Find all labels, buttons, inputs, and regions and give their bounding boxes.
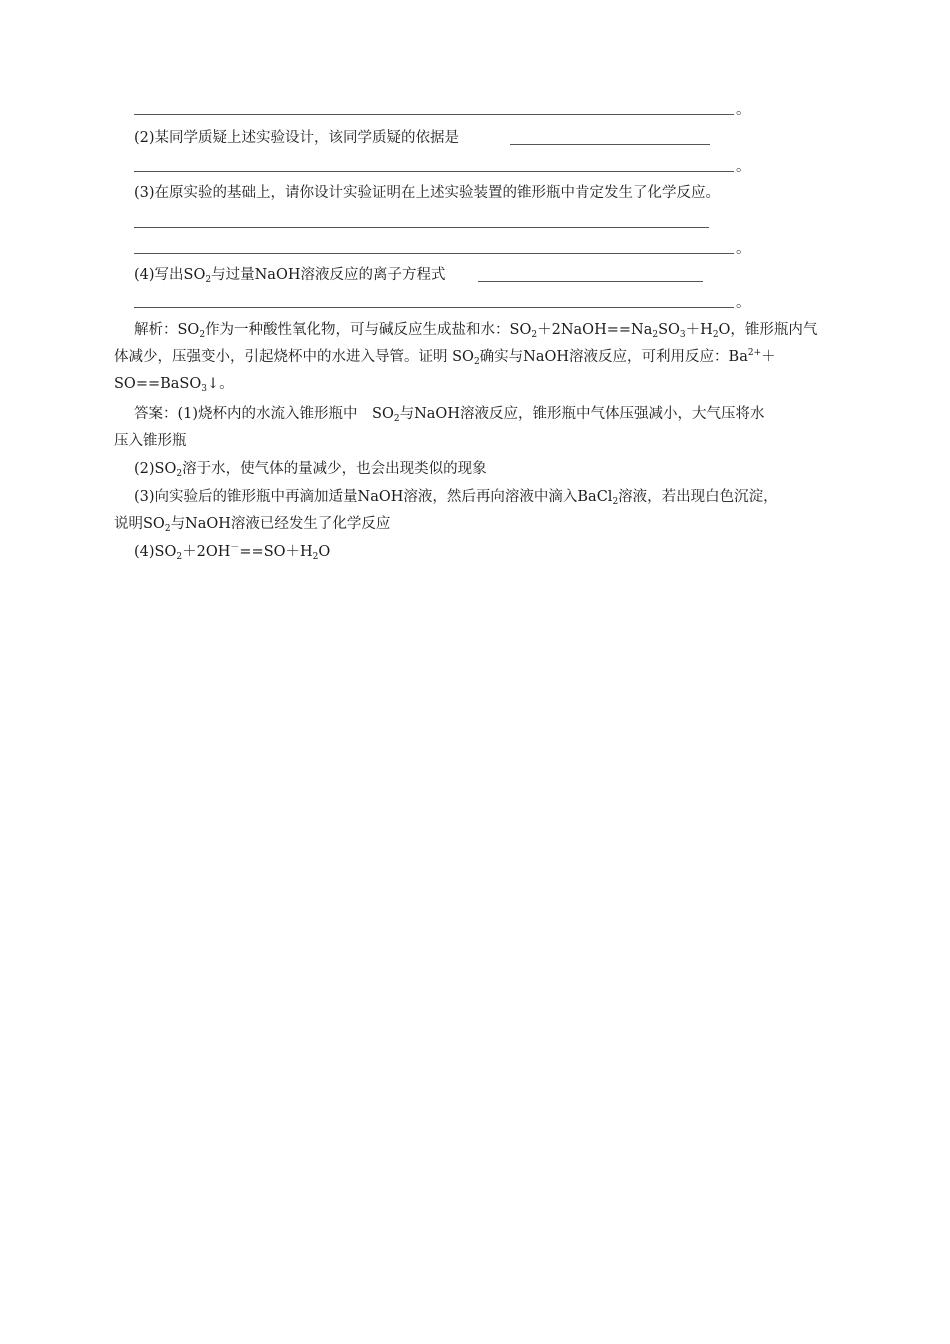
period: 。 <box>736 102 751 118</box>
period: 。 <box>736 295 751 311</box>
answer-2: $(2)SO_2$溶于水，使气体的量减少，也会出现类似的现象 <box>134 461 487 479</box>
answer-blank-line[interactable] <box>134 227 709 228</box>
answer-blank-line[interactable] <box>510 144 710 145</box>
analysis-line-1: 解析：$SO_2$作为一种酸性氧化物，可与碱反应生成盐和水：$SO_2+2NaOH==Na_2SO_3+H_2O$，锥形瓶内气 <box>134 322 818 340</box>
answer-3-line-2: 说明$SO_2$与NaOH溶液已经发生了化学反应 <box>114 516 391 534</box>
period: 。 <box>736 241 751 257</box>
period: 。 <box>736 159 751 175</box>
answer-blank-line[interactable] <box>478 281 703 282</box>
answer-1-line-1: 答案：(1)烧杯内的水流入锥形瓶中 $SO_2$与NaOH溶液反应，锥形瓶中气体压强减小，大气压将水 <box>134 406 765 424</box>
answer-blank-line[interactable] <box>134 114 734 115</box>
question-2: (2)某同学质疑上述实验设计，该同学质疑的依据是 <box>134 130 460 146</box>
question-4: (4)写出$SO_2$与过量NaOH溶液反应的离子方程式 <box>134 267 446 285</box>
analysis-line-3: SO==BaSO$_3$↓。 <box>114 376 234 394</box>
answer-blank-line[interactable] <box>134 307 734 308</box>
answer-blank-line[interactable] <box>134 171 734 172</box>
answer-3-line-1: (3)向实验后的锥形瓶中再滴加适量NaOH溶液，然后再向溶液中滴入BaCl$_2$溶液，若出现白色沉淀， <box>134 489 778 507</box>
analysis-line-2: 体减少，压强变小，引起烧杯中的水进入导管。证明 $SO_2$确实与NaOH溶液反应，可利用反应：$Ba^{2+}+$ <box>114 348 776 367</box>
answer-4: $(4)SO_2+2OH^-==SO+H_2O$ <box>134 543 331 562</box>
question-3: (3)在原实验的基础上，请你设计实验证明在上述实验装置的锥形瓶中肯定发生了化学反应。 <box>134 185 721 201</box>
answer-1-line-2: 压入锥形瓶 <box>114 433 187 449</box>
answer-blank-line[interactable] <box>134 253 734 254</box>
